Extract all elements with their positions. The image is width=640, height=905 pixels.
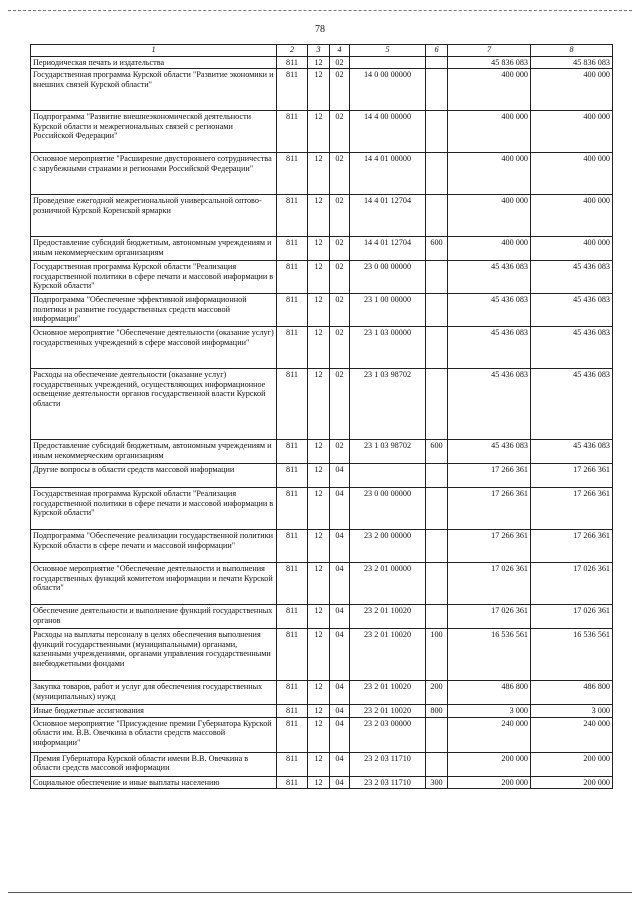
row-name-cell: Расходы на выплаты персоналу в целях обеспечения выполнения функций государственными (муниципальными) органами, казенными учреждениями, органами управления государственными внебюджетными фондами (31, 629, 277, 681)
chapter-code-cell: 811 (277, 488, 308, 530)
chapter-code-cell: 811 (277, 261, 308, 294)
target-article-cell: 23 2 01 10020 (350, 705, 426, 717)
section-code-cell: 12 (308, 237, 330, 261)
row-name-cell: Государственная программа Курской области "Реализация государственной политики в сфере печати и массовой информации в Курской области" (31, 261, 277, 294)
table-row (31, 294, 613, 327)
row-name-cell: Подпрограмма "Развитие внешнеэкономической деятельности Курской области и межрегиональных связей с регионами Российской Федерации" (31, 111, 277, 153)
row-name-cell: Основное мероприятие "Обеспечение деятельности и выполнения государственных функций комитетом информации и печати Курской области" (31, 563, 277, 605)
table-row (31, 629, 613, 681)
page-number: 78 (315, 24, 325, 35)
subsection-code-cell: 04 (330, 563, 350, 605)
chapter-code-cell: 811 (277, 327, 308, 369)
row-name-cell: Проведение ежегодной межрегиональной универсальной оптово-розничной Курской Коренской ярмарки (31, 195, 277, 237)
subsection-code-cell: 04 (330, 605, 350, 629)
amount-year-1-cell: 400 000 (448, 153, 531, 195)
table-row (31, 776, 613, 788)
target-article-cell: 23 0 00 00000 (350, 488, 426, 530)
amount-year-2-cell: 400 000 (531, 111, 613, 153)
amount-year-2-cell: 400 000 (531, 69, 613, 111)
amount-year-2-cell: 400 000 (531, 237, 613, 261)
row-name-cell: Подпрограмма "Обеспечение реализации государственной политики Курской области в сфере печати и массовой информации" (31, 530, 277, 563)
amount-year-2-cell: 45 436 083 (531, 261, 613, 294)
row-name-cell: Подпрограмма "Обеспечение эффективной информационной политики и развитие государственных средств массовой информации" (31, 294, 277, 327)
target-article-cell: 23 2 03 11710 (350, 752, 426, 776)
section-code-cell: 12 (308, 488, 330, 530)
target-article-cell: 23 0 00 00000 (350, 261, 426, 294)
subsection-code-cell: 02 (330, 440, 350, 464)
chapter-code-cell: 811 (277, 69, 308, 111)
amount-year-2-cell: 16 536 561 (531, 629, 613, 681)
expense-type-cell (426, 69, 448, 111)
expense-type-cell: 300 (426, 776, 448, 788)
expense-type-cell (426, 57, 448, 69)
expense-type-cell: 200 (426, 681, 448, 705)
amount-year-2-cell: 486 800 (531, 681, 613, 705)
amount-year-2-cell: 400 000 (531, 195, 613, 237)
expense-type-cell (426, 752, 448, 776)
section-code-cell: 12 (308, 629, 330, 681)
chapter-code-cell: 811 (277, 464, 308, 488)
amount-year-1-cell: 45 436 083 (448, 369, 531, 440)
column-header: 7 (448, 45, 531, 57)
column-header: 8 (531, 45, 613, 57)
target-article-cell: 14 4 01 12704 (350, 195, 426, 237)
amount-year-1-cell: 486 800 (448, 681, 531, 705)
chapter-code-cell: 811 (277, 237, 308, 261)
row-name-cell: Предоставление субсидий бюджетным, автономным учреждениям и иным некоммерческим организациям (31, 440, 277, 464)
amount-year-2-cell: 45 836 083 (531, 57, 613, 69)
target-article-cell: 14 4 01 12704 (350, 237, 426, 261)
row-name-cell: Расходы на обеспечение деятельности (оказание услуг) государственных учреждений, осуществляющих информационное освещение деятельности органов государственной власти Курской области (31, 369, 277, 440)
amount-year-2-cell: 45 436 083 (531, 327, 613, 369)
amount-year-1-cell: 3 000 (448, 705, 531, 717)
column-header: 4 (330, 45, 350, 57)
row-name-cell: Основное мероприятие "Присуждение премии Губернатора Курской области им. В.В. Овечкина в области средств массовой информации" (31, 717, 277, 752)
table-row (31, 237, 613, 261)
table-row (31, 464, 613, 488)
table-row (31, 153, 613, 195)
section-code-cell: 12 (308, 327, 330, 369)
section-code-cell: 12 (308, 752, 330, 776)
subsection-code-cell: 02 (330, 294, 350, 327)
table-header-row (31, 45, 613, 57)
top-border-line (8, 10, 632, 11)
subsection-code-cell: 02 (330, 153, 350, 195)
target-article-cell: 14 0 00 00000 (350, 69, 426, 111)
amount-year-2-cell: 240 000 (531, 717, 613, 752)
amount-year-1-cell: 400 000 (448, 195, 531, 237)
row-name-cell: Иные бюджетные ассигнования (31, 705, 277, 717)
column-header: 5 (350, 45, 426, 57)
chapter-code-cell: 811 (277, 629, 308, 681)
target-article-cell: 14 4 00 00000 (350, 111, 426, 153)
amount-year-1-cell: 17 026 361 (448, 605, 531, 629)
expense-type-cell (426, 717, 448, 752)
chapter-code-cell: 811 (277, 153, 308, 195)
section-code-cell: 12 (308, 153, 330, 195)
target-article-cell: 23 1 00 00000 (350, 294, 426, 327)
target-article-cell: 23 2 03 11710 (350, 776, 426, 788)
amount-year-1-cell: 200 000 (448, 776, 531, 788)
subsection-code-cell: 04 (330, 705, 350, 717)
expense-type-cell (426, 563, 448, 605)
chapter-code-cell: 811 (277, 752, 308, 776)
amount-year-1-cell: 17 266 361 (448, 464, 531, 488)
expense-type-cell (426, 111, 448, 153)
table-row (31, 530, 613, 563)
subsection-code-cell: 02 (330, 327, 350, 369)
chapter-code-cell: 811 (277, 195, 308, 237)
subsection-code-cell: 02 (330, 261, 350, 294)
amount-year-1-cell: 400 000 (448, 69, 531, 111)
amount-year-2-cell: 17 266 361 (531, 530, 613, 563)
section-code-cell: 12 (308, 563, 330, 605)
subsection-code-cell: 04 (330, 681, 350, 705)
budget-table (30, 44, 613, 789)
amount-year-1-cell: 200 000 (448, 752, 531, 776)
amount-year-1-cell: 45 436 083 (448, 327, 531, 369)
expense-type-cell (426, 327, 448, 369)
target-article-cell: 23 2 01 10020 (350, 681, 426, 705)
subsection-code-cell: 04 (330, 488, 350, 530)
table-row (31, 488, 613, 530)
amount-year-1-cell: 17 026 361 (448, 563, 531, 605)
column-header: 3 (308, 45, 330, 57)
section-code-cell: 12 (308, 530, 330, 563)
amount-year-2-cell: 17 266 361 (531, 464, 613, 488)
row-name-cell: Основное мероприятие "Расширение двустороннего сотрудничества с зарубежными странами и регионами Российской Федерации" (31, 153, 277, 195)
amount-year-1-cell: 16 536 561 (448, 629, 531, 681)
expense-type-cell (426, 261, 448, 294)
amount-year-1-cell: 17 266 361 (448, 488, 531, 530)
section-code-cell: 12 (308, 69, 330, 111)
amount-year-2-cell: 45 436 083 (531, 294, 613, 327)
amount-year-2-cell: 200 000 (531, 752, 613, 776)
row-name-cell: Премия Губернатора Курской области имени В.В. Овечкина в области средств массовой информации (31, 752, 277, 776)
amount-year-2-cell: 45 436 083 (531, 369, 613, 440)
subsection-code-cell: 02 (330, 237, 350, 261)
amount-year-2-cell: 400 000 (531, 153, 613, 195)
subsection-code-cell: 02 (330, 195, 350, 237)
expense-type-cell: 800 (426, 705, 448, 717)
table-row (31, 705, 613, 717)
chapter-code-cell: 811 (277, 111, 308, 153)
expense-type-cell (426, 369, 448, 440)
section-code-cell: 12 (308, 605, 330, 629)
amount-year-1-cell: 45 436 083 (448, 294, 531, 327)
target-article-cell (350, 464, 426, 488)
amount-year-1-cell: 400 000 (448, 111, 531, 153)
column-header: 2 (277, 45, 308, 57)
row-name-cell: Обеспечение деятельности и выполнение функций государственных органов (31, 605, 277, 629)
table-row (31, 195, 613, 237)
target-article-cell: 23 2 01 10020 (350, 605, 426, 629)
section-code-cell: 12 (308, 195, 330, 237)
target-article-cell: 14 4 01 00000 (350, 153, 426, 195)
amount-year-2-cell: 17 026 361 (531, 563, 613, 605)
chapter-code-cell: 811 (277, 563, 308, 605)
target-article-cell: 23 2 00 00000 (350, 530, 426, 563)
section-code-cell: 12 (308, 464, 330, 488)
amount-year-1-cell: 400 000 (448, 237, 531, 261)
target-article-cell: 23 1 03 98702 (350, 440, 426, 464)
subsection-code-cell: 04 (330, 776, 350, 788)
amount-year-1-cell: 45 836 083 (448, 57, 531, 69)
bottom-border-line (8, 892, 632, 893)
chapter-code-cell: 811 (277, 717, 308, 752)
expense-type-cell: 600 (426, 237, 448, 261)
table-row (31, 69, 613, 111)
row-name-cell: Закупка товаров, работ и услуг для обеспечения государственных (муниципальных) нужд (31, 681, 277, 705)
chapter-code-cell: 811 (277, 294, 308, 327)
amount-year-2-cell: 17 266 361 (531, 488, 613, 530)
subsection-code-cell: 04 (330, 464, 350, 488)
amount-year-1-cell: 45 436 083 (448, 440, 531, 464)
section-code-cell: 12 (308, 705, 330, 717)
amount-year-2-cell: 17 026 361 (531, 605, 613, 629)
section-code-cell: 12 (308, 369, 330, 440)
amount-year-2-cell: 3 000 (531, 705, 613, 717)
table-row (31, 327, 613, 369)
column-header: 6 (426, 45, 448, 57)
subsection-code-cell: 04 (330, 717, 350, 752)
expense-type-cell (426, 195, 448, 237)
row-name-cell: Другие вопросы в области средств массовой информации (31, 464, 277, 488)
target-article-cell: 23 2 01 00000 (350, 563, 426, 605)
chapter-code-cell: 811 (277, 440, 308, 464)
section-code-cell: 12 (308, 717, 330, 752)
table-row (31, 111, 613, 153)
chapter-code-cell: 811 (277, 776, 308, 788)
row-name-cell: Основное мероприятие "Обеспечение деятельности (оказание услуг) государственных учреждений в сфере массовой информации" (31, 327, 277, 369)
row-name-cell: Социальное обеспечение и иные выплаты населению (31, 776, 277, 788)
chapter-code-cell: 811 (277, 530, 308, 563)
subsection-code-cell: 02 (330, 69, 350, 111)
target-article-cell: 23 2 01 10020 (350, 629, 426, 681)
subsection-code-cell: 02 (330, 111, 350, 153)
chapter-code-cell: 811 (277, 57, 308, 69)
table-row (31, 605, 613, 629)
row-name-cell: Предоставление субсидий бюджетным, автономным учреждениям и иным некоммерческим организациям (31, 237, 277, 261)
subsection-code-cell: 02 (330, 57, 350, 69)
target-article-cell: 23 1 03 98702 (350, 369, 426, 440)
subsection-code-cell: 02 (330, 369, 350, 440)
row-name-cell: Периодическая печать и издательства (31, 57, 277, 69)
table-row (31, 681, 613, 705)
subsection-code-cell: 04 (330, 752, 350, 776)
table-row (31, 369, 613, 440)
expense-type-cell: 100 (426, 629, 448, 681)
chapter-code-cell: 811 (277, 605, 308, 629)
section-code-cell: 12 (308, 261, 330, 294)
section-code-cell: 12 (308, 681, 330, 705)
expense-type-cell (426, 464, 448, 488)
expense-type-cell (426, 530, 448, 563)
chapter-code-cell: 811 (277, 705, 308, 717)
chapter-code-cell: 811 (277, 681, 308, 705)
expense-type-cell (426, 488, 448, 530)
row-name-cell: Государственная программа Курской области "Реализация государственной политики в сфере печати и массовой информации в Курской области" (31, 488, 277, 530)
expense-type-cell (426, 294, 448, 327)
column-header: 1 (31, 45, 277, 57)
table-row (31, 261, 613, 294)
expense-type-cell: 600 (426, 440, 448, 464)
amount-year-1-cell: 17 266 361 (448, 530, 531, 563)
amount-year-2-cell: 200 000 (531, 776, 613, 788)
table-row (31, 57, 613, 69)
table-row (31, 440, 613, 464)
expense-type-cell (426, 605, 448, 629)
amount-year-1-cell: 240 000 (448, 717, 531, 752)
target-article-cell: 23 1 03 00000 (350, 327, 426, 369)
table-row (31, 563, 613, 605)
subsection-code-cell: 04 (330, 629, 350, 681)
subsection-code-cell: 04 (330, 530, 350, 563)
table-body (31, 57, 613, 789)
section-code-cell: 12 (308, 111, 330, 153)
table-row (31, 717, 613, 752)
amount-year-2-cell: 45 436 083 (531, 440, 613, 464)
target-article-cell (350, 57, 426, 69)
expense-type-cell (426, 153, 448, 195)
target-article-cell: 23 2 03 00000 (350, 717, 426, 752)
section-code-cell: 12 (308, 440, 330, 464)
amount-year-1-cell: 45 436 083 (448, 261, 531, 294)
table-row (31, 752, 613, 776)
section-code-cell: 12 (308, 776, 330, 788)
section-code-cell: 12 (308, 57, 330, 69)
row-name-cell: Государственная программа Курской области "Развитие экономики и внешних связей Курской области" (31, 69, 277, 111)
section-code-cell: 12 (308, 294, 330, 327)
chapter-code-cell: 811 (277, 369, 308, 440)
